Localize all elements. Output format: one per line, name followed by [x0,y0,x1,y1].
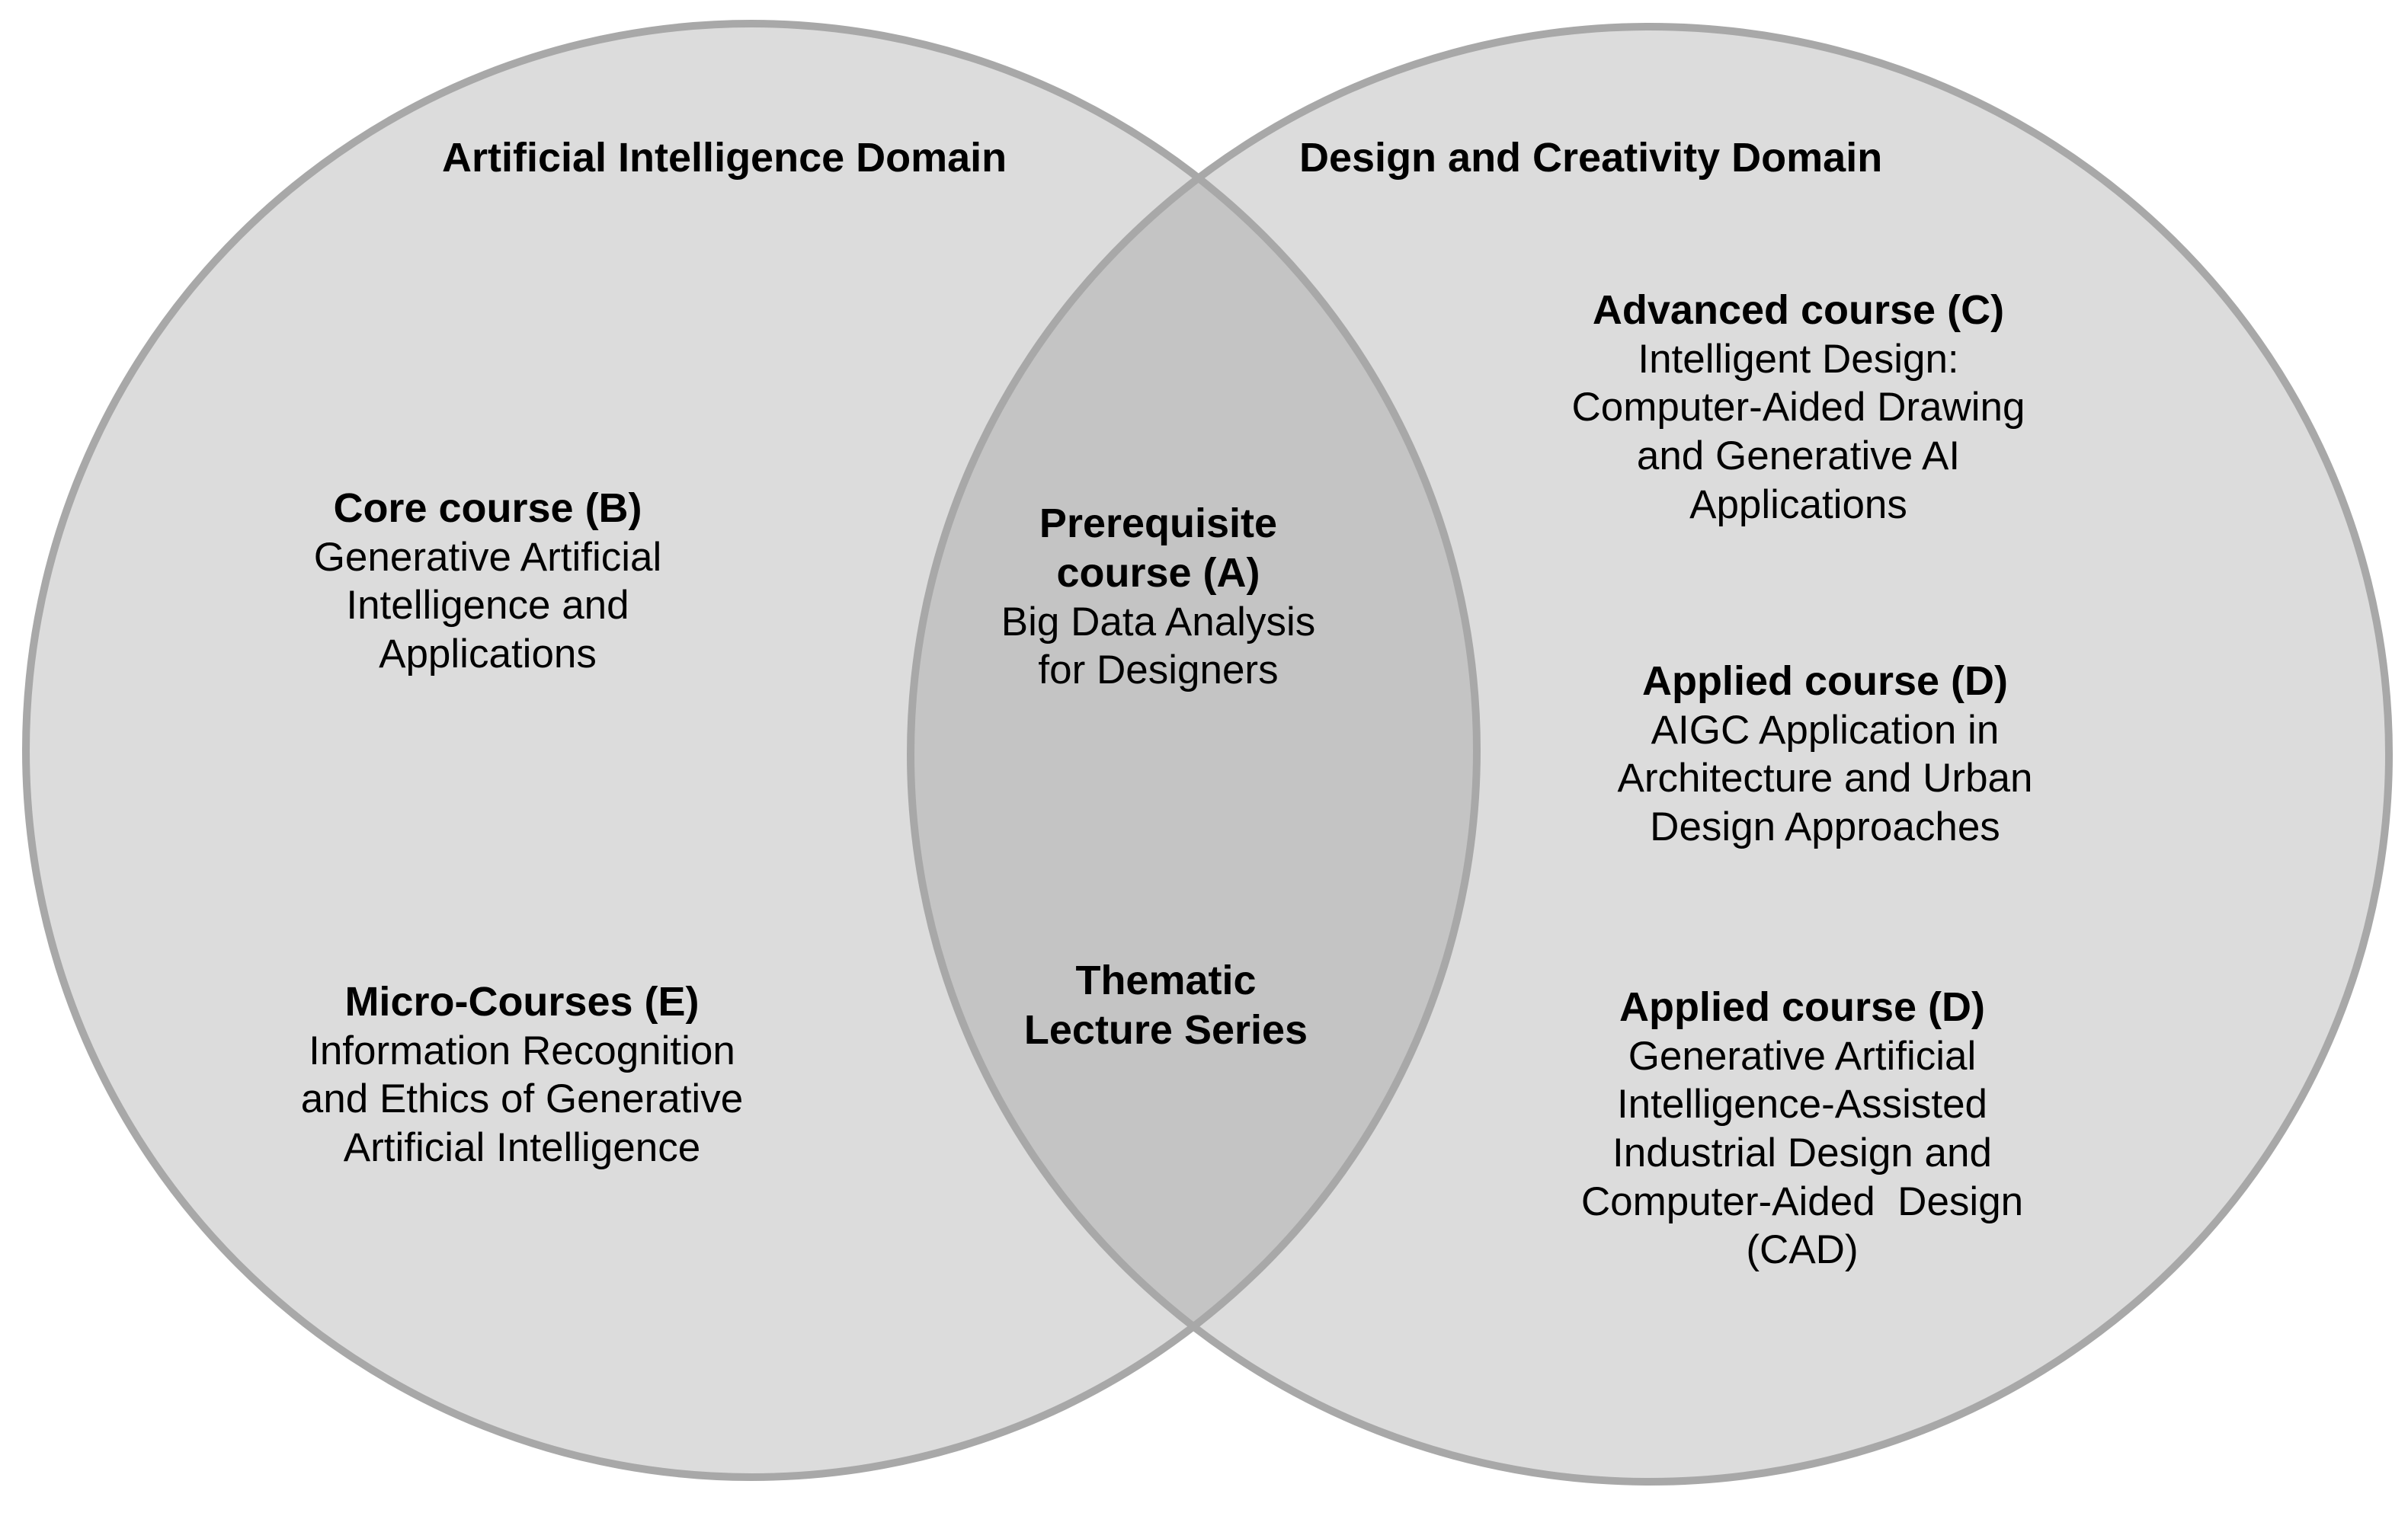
micro-courses-line1: Information Recognition [309,1028,735,1073]
applied-course-2-line5: (CAD) [1746,1227,1859,1273]
applied-course-1-heading: Applied course (D) [1641,658,2009,704]
prerequisite-course-line2: for Designers [1038,648,1279,693]
thematic-lecture-line1: Thematic [1075,958,1257,1003]
core-course-line1: Generative Artificial [313,534,662,580]
advanced-course-line3: and Generative AI [1636,433,1961,478]
applied-course-1-line1: AIGC Application in [1651,707,2000,753]
prerequisite-course-line1: Big Data Analysis [1001,599,1316,644]
advanced-course-line4: Applications [1689,481,1907,527]
prerequisite-course-heading-line2: course (A) [1056,549,1260,596]
applied-course-2-heading: Applied course (D) [1619,984,1986,1030]
micro-courses-label [236,977,808,1172]
design-domain-title: Design and Creativity Domain [1299,135,1883,181]
applied-course-2-line2: Intelligence-Assisted [1616,1082,1988,1127]
ai-domain-title: Artificial Intelligence Domain [442,135,1007,181]
thematic-lecture-label [937,956,1395,1055]
applied-course-2-line1: Generative Artificial [1628,1033,1977,1079]
applied-course-1-label [1532,657,2118,852]
applied-course-1-line3: Design Approaches [1650,804,2000,849]
core-course-heading: Core course (B) [333,485,642,531]
applied-course-2-line4: Computer-Aided Design [1580,1179,2024,1224]
micro-courses-heading: Micro-Courses (E) [344,979,700,1025]
thematic-lecture-line2: Lecture Series [1023,1006,1308,1053]
applied-course-1-line2: Architecture and Urban [1617,756,2033,801]
prerequisite-course-heading-line1: Prerequisite [1039,501,1278,546]
applied-course-2-line3: Industrial Design and [1612,1130,1992,1175]
applied-course-2-label [1509,983,2096,1275]
advanced-course-line2: Computer-Aided Drawing [1571,385,2025,430]
advanced-course-line1: Intelligent Design: [1638,336,1959,382]
micro-courses-line3: Artificial Intelligence [343,1124,701,1170]
prerequisite-course-label [914,499,1402,695]
core-course-label [229,484,747,679]
core-course-line3: Applications [379,631,597,676]
advanced-course-heading: Advanced course (C) [1592,287,2005,333]
core-course-line2: Intelligence and [346,583,629,628]
advanced-course-label [1501,286,2096,529]
micro-courses-line2: and Ethics of Generative [300,1076,744,1122]
